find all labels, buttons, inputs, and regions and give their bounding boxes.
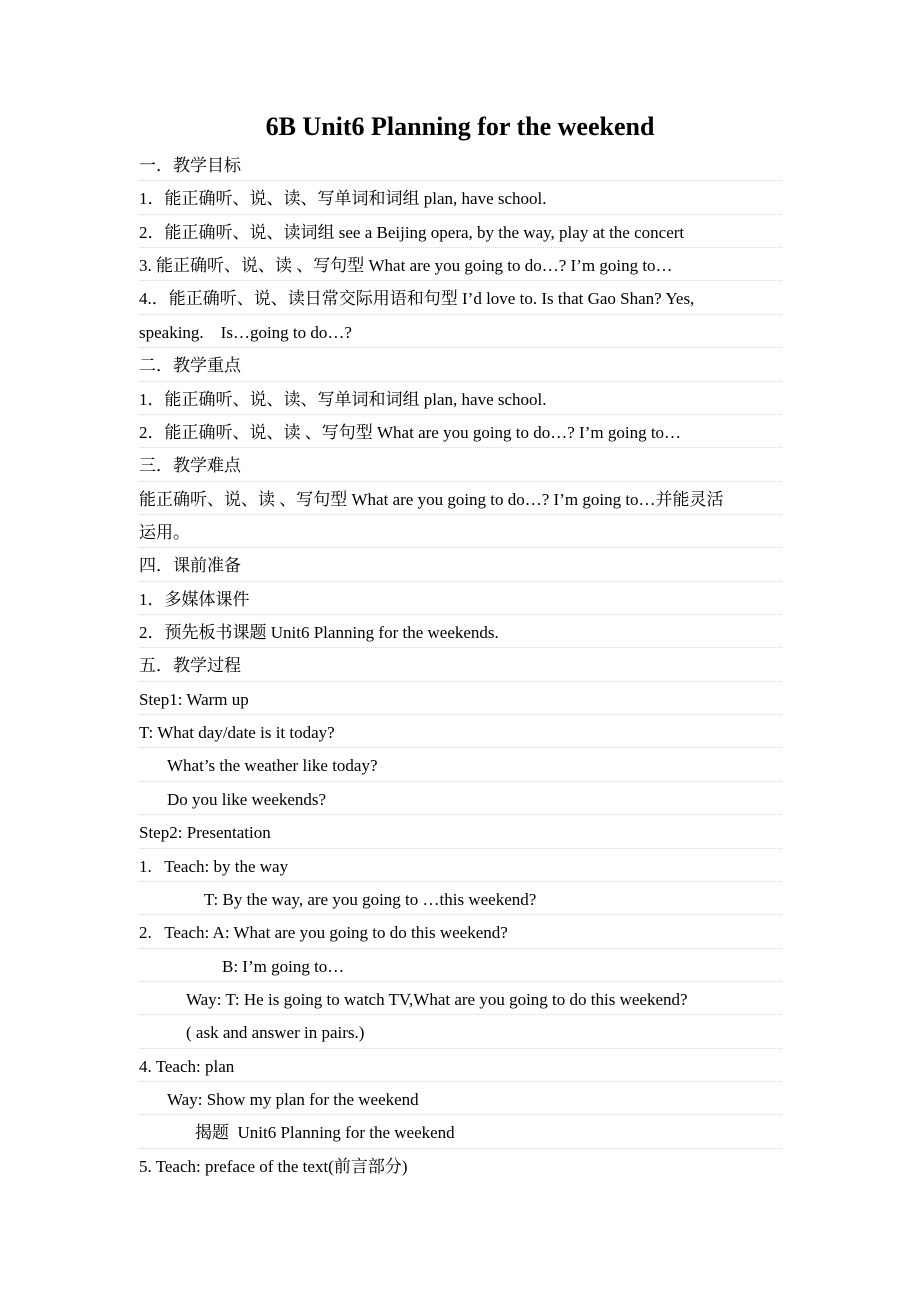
text-line	[139, 582, 782, 615]
section-heading	[139, 148, 782, 181]
line-text: B: I’m going to…	[222, 957, 344, 979]
line-text: 2. Teach: A: What are you going to do this weekend?	[139, 923, 508, 945]
line-text: 1．能正确听、说、读、写单词和词组 plan, have school.	[139, 390, 547, 412]
text-line	[139, 1082, 782, 1115]
line-text: 1．能正确听、说、读、写单词和词组 plan, have school.	[139, 189, 547, 211]
text-line	[139, 415, 782, 448]
text-line	[139, 982, 782, 1015]
line-text: 一．教学目标	[139, 156, 241, 178]
step-heading	[139, 815, 782, 848]
text-line	[139, 281, 782, 314]
text-line	[139, 1049, 782, 1082]
line-text: 五．教学过程	[139, 656, 241, 678]
line-text: 3. 能正确听、说、读 、写句型 What are you going to do…? I’m going to…	[139, 256, 673, 278]
text-line	[139, 215, 782, 248]
line-text: ( ask and answer in pairs.)	[186, 1023, 364, 1045]
line-text: 4.．能正确听、说、读日常交际用语和句型 I’d love to. Is that Gao Shan? Yes,	[139, 289, 694, 311]
document-body	[139, 148, 782, 1182]
line-text: What’s the weather like today?	[167, 756, 378, 778]
text-line	[139, 515, 782, 548]
text-line	[139, 882, 782, 915]
line-text: Way: Show my plan for the weekend	[167, 1090, 419, 1112]
text-line	[139, 715, 782, 748]
section-heading	[139, 448, 782, 481]
line-text: 揭题 Unit6 Planning for the weekend	[195, 1123, 455, 1145]
line-text: Step2: Presentation	[139, 823, 271, 845]
text-line	[139, 181, 782, 214]
line-text: T: By the way, are you going to …this weekend?	[204, 890, 536, 912]
line-text: T: What day/date is it today?	[139, 723, 335, 745]
text-line	[139, 748, 782, 781]
section-heading	[139, 648, 782, 681]
text-line	[139, 382, 782, 415]
line-text: 运用。	[139, 523, 190, 545]
text-line	[139, 949, 782, 982]
line-text: Step1: Warm up	[139, 690, 249, 712]
text-line	[139, 1015, 782, 1048]
section-heading	[139, 548, 782, 581]
line-text: Way: T: He is going to watch TV,What are you going to do this weekend?	[186, 990, 688, 1012]
text-line	[139, 615, 782, 648]
line-text: 二．教学重点	[139, 356, 241, 378]
line-text: 1. Teach: by the way	[139, 857, 288, 879]
text-line	[139, 849, 782, 882]
step-heading	[139, 682, 782, 715]
line-text: 能正确听、说、读 、写句型 What are you going to do…? I’m going to…并能灵活	[139, 490, 724, 512]
line-text: 1．多媒体课件	[139, 590, 250, 612]
text-line	[139, 782, 782, 815]
line-text: 5. Teach: preface of the text(前言部分)	[139, 1157, 408, 1179]
line-text: 4. Teach: plan	[139, 1057, 234, 1079]
line-text: speaking. Is…going to do…?	[139, 323, 352, 345]
text-line	[139, 482, 782, 515]
document-title: 6B Unit6 Planning for the weekend	[265, 112, 655, 141]
text-line	[139, 315, 782, 348]
line-text: 2．能正确听、说、读 、写句型 What are you going to do…? I’m going to…	[139, 423, 681, 445]
text-line	[139, 915, 782, 948]
line-text: 2．能正确听、说、读词组 see a Beijing opera, by the way, play at the concert	[139, 223, 684, 245]
text-line	[139, 1115, 782, 1148]
line-text: Do you like weekends?	[167, 790, 326, 812]
text-line	[139, 248, 782, 281]
line-text: 2．预先板书课题 Unit6 Planning for the weekends.	[139, 623, 499, 645]
section-heading	[139, 348, 782, 381]
line-text: 三．教学难点	[139, 456, 241, 478]
line-text: 四．课前准备	[139, 556, 241, 578]
text-line	[139, 1149, 782, 1182]
